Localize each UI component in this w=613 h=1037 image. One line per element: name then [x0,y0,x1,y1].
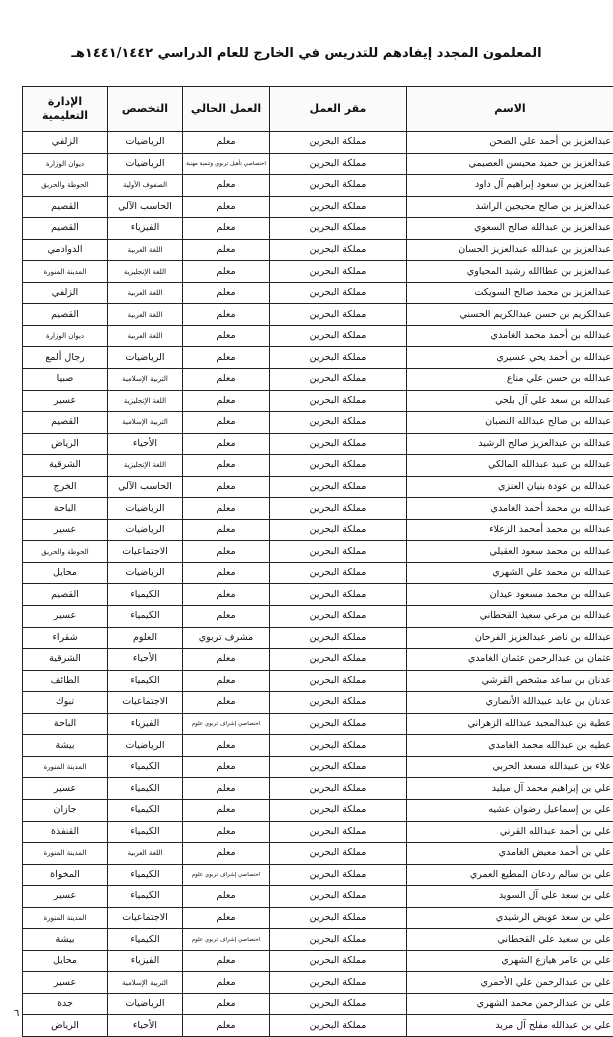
cell-current-job: معلم [183,756,270,778]
cell-specialization: الأحياء [108,433,183,455]
cell-admin: عسير [23,390,108,412]
cell-admin: الشرقية [23,649,108,671]
cell-specialization: اللغة العربية [108,843,183,865]
cell-workplace: مملكة البحرين [270,132,407,154]
cell-name: عبدالله بن عبيد عبدالله المالكي [407,455,613,477]
cell-specialization: الرياضيات [108,498,183,520]
cell-current-job: معلم [183,239,270,261]
table-row [23,929,613,951]
cell-name: عبدالعزيز بن عبدالله عبدالعزيز الحسان [407,239,613,261]
cell-workplace: مملكة البحرين [270,713,407,735]
table-row [23,670,613,692]
cell-current-job: معلم [183,735,270,757]
cell-workplace: مملكة البحرين [270,196,407,218]
cell-name: عبدالكريم بن حسن عبدالكريم الحسني [407,304,613,326]
cell-admin: الباحة [23,498,108,520]
table-row [23,412,613,434]
cell-admin: الرياض [23,1015,108,1037]
cell-specialization: الرياضيات [108,735,183,757]
table-row [23,584,613,606]
cell-current-job: اختصاصي إشراف تربوي علوم [183,713,270,735]
cell-admin: الحوطة والحريق [23,175,108,197]
cell-admin: القصيم [23,218,108,240]
cell-name: عبدالله بن عودة بنيان العنزي [407,476,613,498]
cell-specialization: الفيزياء [108,218,183,240]
cell-workplace: مملكة البحرين [270,304,407,326]
cell-workplace: مملكة البحرين [270,950,407,972]
cell-name: عدنان بن عابد عبيدالله الأنصاري [407,692,613,714]
table-row [23,196,613,218]
cell-specialization: الكيمياء [108,799,183,821]
table-row [23,778,613,800]
table-row [23,735,613,757]
cell-specialization: الكيمياء [108,606,183,628]
cell-current-job: معلم [183,821,270,843]
cell-specialization: الكيمياء [108,864,183,886]
cell-name: عبدالعزيز بن عبدالله صالح السعوي [407,218,613,240]
cell-specialization: الرياضيات [108,519,183,541]
table-row [23,972,613,994]
table-row [23,950,613,972]
cell-workplace: مملكة البحرين [270,864,407,886]
cell-admin: صبيا [23,369,108,391]
cell-admin: الشرقية [23,455,108,477]
cell-specialization: التربية الإسلامية [108,412,183,434]
cell-specialization: اللغة العربية [108,239,183,261]
cell-current-job: معلم [183,584,270,606]
cell-specialization: الاجتماعيات [108,907,183,929]
header-current-job: العمل الحالي [183,87,270,132]
cell-name: علي بن أحمد معيض الغامدي [407,843,613,865]
cell-workplace: مملكة البحرين [270,649,407,671]
table-row [23,821,613,843]
cell-workplace: مملكة البحرين [270,498,407,520]
cell-current-job: معلم [183,325,270,347]
cell-workplace: مملكة البحرين [270,1015,407,1037]
cell-name: عثمان بن عبدالرحمن عثمان الغامدي [407,649,613,671]
cell-specialization: اللغة العربية [108,325,183,347]
table-row [23,175,613,197]
cell-workplace: مملكة البحرين [270,907,407,929]
cell-name: عبدالعزيز بن عطاالله رشيد المحياوي [407,261,613,283]
cell-admin: القصيم [23,412,108,434]
cell-name: علي بن سعيد علي القحطاني [407,929,613,951]
table-row [23,498,613,520]
cell-current-job: معلم [183,950,270,972]
cell-admin: شقراء [23,627,108,649]
cell-specialization: الاجتماعيات [108,541,183,563]
cell-specialization: اللغة العربية [108,304,183,326]
cell-current-job: اختصاصي إشراف تربوي علوم [183,864,270,886]
cell-admin: ديوان الوزارة [23,325,108,347]
cell-admin: جدة [23,993,108,1015]
page-title: المعلمون المجدد إيفادهم للتدريس في الخارج للعام الدراسي ١٤٤١/١٤٤٢هـ [0,46,613,61]
cell-workplace: مملكة البحرين [270,476,407,498]
table-row [23,1015,613,1037]
cell-current-job: معلم [183,907,270,929]
cell-admin: المدينة المنورة [23,843,108,865]
cell-name: علي بن عبدالرحمن محمد الشهري [407,993,613,1015]
table-row [23,476,613,498]
teachers-table [22,86,613,1037]
cell-workplace: مملكة البحرين [270,886,407,908]
cell-name: علي بن عامر هيازع الشهري [407,950,613,972]
cell-admin: عسير [23,778,108,800]
cell-workplace: مملكة البحرين [270,843,407,865]
table-row [23,433,613,455]
table-row [23,886,613,908]
cell-name: عبدالله بن محمد أحمد الغامدي [407,498,613,520]
cell-current-job: معلم [183,541,270,563]
cell-workplace: مملكة البحرين [270,455,407,477]
table-row [23,864,613,886]
cell-specialization: الكيمياء [108,886,183,908]
cell-admin: الباحة [23,713,108,735]
cell-specialization: الرياضيات [108,153,183,175]
table-row [23,239,613,261]
cell-workplace: مملكة البحرين [270,218,407,240]
table-row [23,132,613,154]
cell-specialization: الأحياء [108,649,183,671]
header-name: الاسم [407,87,613,132]
table-row [23,649,613,671]
cell-current-job: اختصاصي إشراف تربوي علوم [183,929,270,951]
header-workplace: مقر العمل [270,87,407,132]
cell-name: عبدالله بن مرعي سعيد القحطاني [407,606,613,628]
cell-workplace: مملكة البحرين [270,929,407,951]
cell-admin: بيشة [23,735,108,757]
cell-name: علي بن عبدالله مفلح آل مريد [407,1015,613,1037]
cell-specialization: الأحياء [108,1015,183,1037]
cell-admin: المدينة المنورة [23,756,108,778]
table-row [23,261,613,283]
cell-workplace: مملكة البحرين [270,584,407,606]
header-admin: الإدارة التعليمية [23,87,108,132]
table-row [23,390,613,412]
cell-current-job: معلم [183,261,270,283]
cell-admin: الدوادمي [23,239,108,261]
cell-name: علي بن إسماعيل رضوان عشيه [407,799,613,821]
cell-name: عطيه بن عبدالله محمد الغامدي [407,735,613,757]
cell-current-job: معلم [183,972,270,994]
cell-name: عبدالله بن محمد علي الشهري [407,562,613,584]
cell-admin: عسير [23,519,108,541]
cell-name: عبدالعزيز بن محمد صالح السويكت [407,282,613,304]
table-row [23,347,613,369]
cell-specialization: الكيمياء [108,670,183,692]
cell-current-job: معلم [183,476,270,498]
cell-workplace: مملكة البحرين [270,433,407,455]
cell-name: علي بن عبدالرحمن علي الأحمري [407,972,613,994]
table-row [23,282,613,304]
cell-current-job: معلم [183,562,270,584]
header-specialization: التخصص [108,87,183,132]
cell-name: عبدالله بن محمد أمحمد الزعلاء [407,519,613,541]
cell-name: عبدالله بن محمد سعود العقيلي [407,541,613,563]
table-row [23,843,613,865]
cell-admin: عسير [23,606,108,628]
cell-admin: المدينة المنورة [23,907,108,929]
cell-admin: عسير [23,972,108,994]
cell-specialization: الحاسب الآلي [108,196,183,218]
cell-name: علي بن أحمد عبدالله القرني [407,821,613,843]
cell-current-job: معلم [183,132,270,154]
cell-admin: رجال ألمع [23,347,108,369]
cell-admin: محايل [23,562,108,584]
cell-admin: عسير [23,886,108,908]
table-header-row [23,87,613,132]
cell-name: عبدالعزيز بن أحمد علي الصحن [407,132,613,154]
cell-admin: المدينة المنورة [23,261,108,283]
table-row [23,799,613,821]
cell-name: علي بن سعد عويض الرشيدي [407,907,613,929]
cell-name: عبدالله بن محمد مسعود عيدان [407,584,613,606]
cell-workplace: مملكة البحرين [270,692,407,714]
cell-current-job: معلم [183,282,270,304]
cell-name: عبدالله بن أحمد يحي عسيري [407,347,613,369]
cell-workplace: مملكة البحرين [270,821,407,843]
table-row [23,907,613,929]
cell-specialization: الفيزياء [108,950,183,972]
cell-workplace: مملكة البحرين [270,799,407,821]
cell-admin: الزلفي [23,282,108,304]
cell-name: علي بن سعد علي آل السويد [407,886,613,908]
cell-current-job: معلم [183,606,270,628]
cell-admin: المخواة [23,864,108,886]
cell-workplace: مملكة البحرين [270,175,407,197]
cell-name: عبدالله بن حسن علي مناع [407,369,613,391]
cell-workplace: مملكة البحرين [270,562,407,584]
cell-current-job: معلم [183,175,270,197]
cell-current-job: معلم [183,519,270,541]
cell-workplace: مملكة البحرين [270,756,407,778]
cell-admin: الحوطة والحريق [23,541,108,563]
cell-admin: القصيم [23,304,108,326]
cell-admin: محايل [23,950,108,972]
cell-current-job: معلم [183,993,270,1015]
cell-specialization: الرياضيات [108,562,183,584]
cell-current-job: معلم [183,692,270,714]
cell-specialization: اللغة العربية [108,282,183,304]
cell-current-job: معلم [183,218,270,240]
cell-name: عبدالله بن ناصر عبدالعزيز الفرحان [407,627,613,649]
cell-name: عطية بن عبدالمجيد عبدالله الزهراني [407,713,613,735]
cell-admin: القنفذة [23,821,108,843]
table-row [23,369,613,391]
cell-current-job: معلم [183,1015,270,1037]
cell-specialization: الكيمياء [108,821,183,843]
cell-current-job: مشرف تربوي [183,627,270,649]
cell-workplace: مملكة البحرين [270,325,407,347]
cell-specialization: الفيزياء [108,713,183,735]
table-row [23,627,613,649]
cell-workplace: مملكة البحرين [270,390,407,412]
cell-workplace: مملكة البحرين [270,239,407,261]
cell-current-job: معلم [183,433,270,455]
cell-current-job: معلم [183,369,270,391]
cell-workplace: مملكة البحرين [270,519,407,541]
cell-name: علي بن إبراهيم محمد آل ميليد [407,778,613,800]
table-row [23,519,613,541]
cell-specialization: اللغة الإنجليزية [108,261,183,283]
cell-current-job: معلم [183,843,270,865]
cell-workplace: مملكة البحرين [270,282,407,304]
table-row [23,541,613,563]
cell-specialization: الاجتماعيات [108,692,183,714]
cell-name: عبدالله بن أحمد محمد الغامدي [407,325,613,347]
cell-current-job: معلم [183,649,270,671]
cell-specialization: الرياضيات [108,347,183,369]
cell-admin: بيشة [23,929,108,951]
cell-specialization: التربية الإسلامية [108,369,183,391]
cell-current-job: معلم [183,412,270,434]
cell-workplace: مملكة البحرين [270,972,407,994]
cell-specialization: العلوم [108,627,183,649]
table-row [23,756,613,778]
cell-name: عبدالله بن صالح عبدالله النصبان [407,412,613,434]
cell-current-job: معلم [183,498,270,520]
cell-admin: القصيم [23,584,108,606]
cell-name: عبدالعزيز بن حميد محيسن العصيمي [407,153,613,175]
cell-name: عبدالله بن عبدالعزيز صالح الرشيد [407,433,613,455]
table-row [23,562,613,584]
cell-name: عبدالله بن سعد علي آل بلحي [407,390,613,412]
cell-current-job: معلم [183,455,270,477]
cell-current-job: معلم [183,304,270,326]
cell-name: علي بن سالم ردعان المطيع العمري [407,864,613,886]
cell-admin: القصيم [23,196,108,218]
cell-specialization: اللغة الإنجليزية [108,390,183,412]
cell-admin: الطائف [23,670,108,692]
cell-current-job: معلم [183,347,270,369]
cell-name: عبدالعزيز بن صالح محيجين الراشد [407,196,613,218]
cell-admin: جازان [23,799,108,821]
cell-workplace: مملكة البحرين [270,670,407,692]
cell-specialization: الحاسب الآلي [108,476,183,498]
cell-specialization: الرياضيات [108,993,183,1015]
cell-workplace: مملكة البحرين [270,369,407,391]
table-body [23,132,613,1037]
cell-current-job: معلم [183,670,270,692]
cell-workplace: مملكة البحرين [270,153,407,175]
cell-current-job: معلم [183,886,270,908]
cell-admin: الرياض [23,433,108,455]
cell-workplace: مملكة البحرين [270,261,407,283]
table-row [23,692,613,714]
table-row [23,325,613,347]
cell-workplace: مملكة البحرين [270,993,407,1015]
page-number: ٦ [14,1008,19,1019]
cell-current-job: معلم [183,778,270,800]
cell-workplace: مملكة البحرين [270,778,407,800]
cell-specialization: الكيمياء [108,584,183,606]
cell-specialization: الكيمياء [108,929,183,951]
cell-admin: تبوك [23,692,108,714]
cell-current-job: معلم [183,799,270,821]
cell-specialization: التربية الإسلامية [108,972,183,994]
table-row [23,218,613,240]
cell-admin: الزلفي [23,132,108,154]
cell-specialization: الكيمياء [108,778,183,800]
table-row [23,606,613,628]
table-row [23,993,613,1015]
cell-specialization: الكيمياء [108,756,183,778]
table-row [23,153,613,175]
cell-name: عدنان بن ساعد مشخص القرشي [407,670,613,692]
cell-workplace: مملكة البحرين [270,627,407,649]
cell-workplace: مملكة البحرين [270,606,407,628]
cell-workplace: مملكة البحرين [270,735,407,757]
cell-specialization: الصفوف الأولية [108,175,183,197]
cell-workplace: مملكة البحرين [270,541,407,563]
table-row [23,455,613,477]
cell-current-job: معلم [183,196,270,218]
cell-name: عبدالعزيز بن سعود إبراهيم آل داود [407,175,613,197]
cell-specialization: الرياضيات [108,132,183,154]
cell-admin: ديوان الوزارة [23,153,108,175]
cell-workplace: مملكة البحرين [270,347,407,369]
cell-specialization: اللغة الإنجليزية [108,455,183,477]
cell-current-job: اختصاصي تأهيل تربوي وتنمية مهنية [183,153,270,175]
table-row [23,713,613,735]
table-row [23,304,613,326]
cell-workplace: مملكة البحرين [270,412,407,434]
cell-admin: الخرج [23,476,108,498]
cell-current-job: معلم [183,390,270,412]
cell-name: علاء بن عبيدالله مسعد الحربي [407,756,613,778]
